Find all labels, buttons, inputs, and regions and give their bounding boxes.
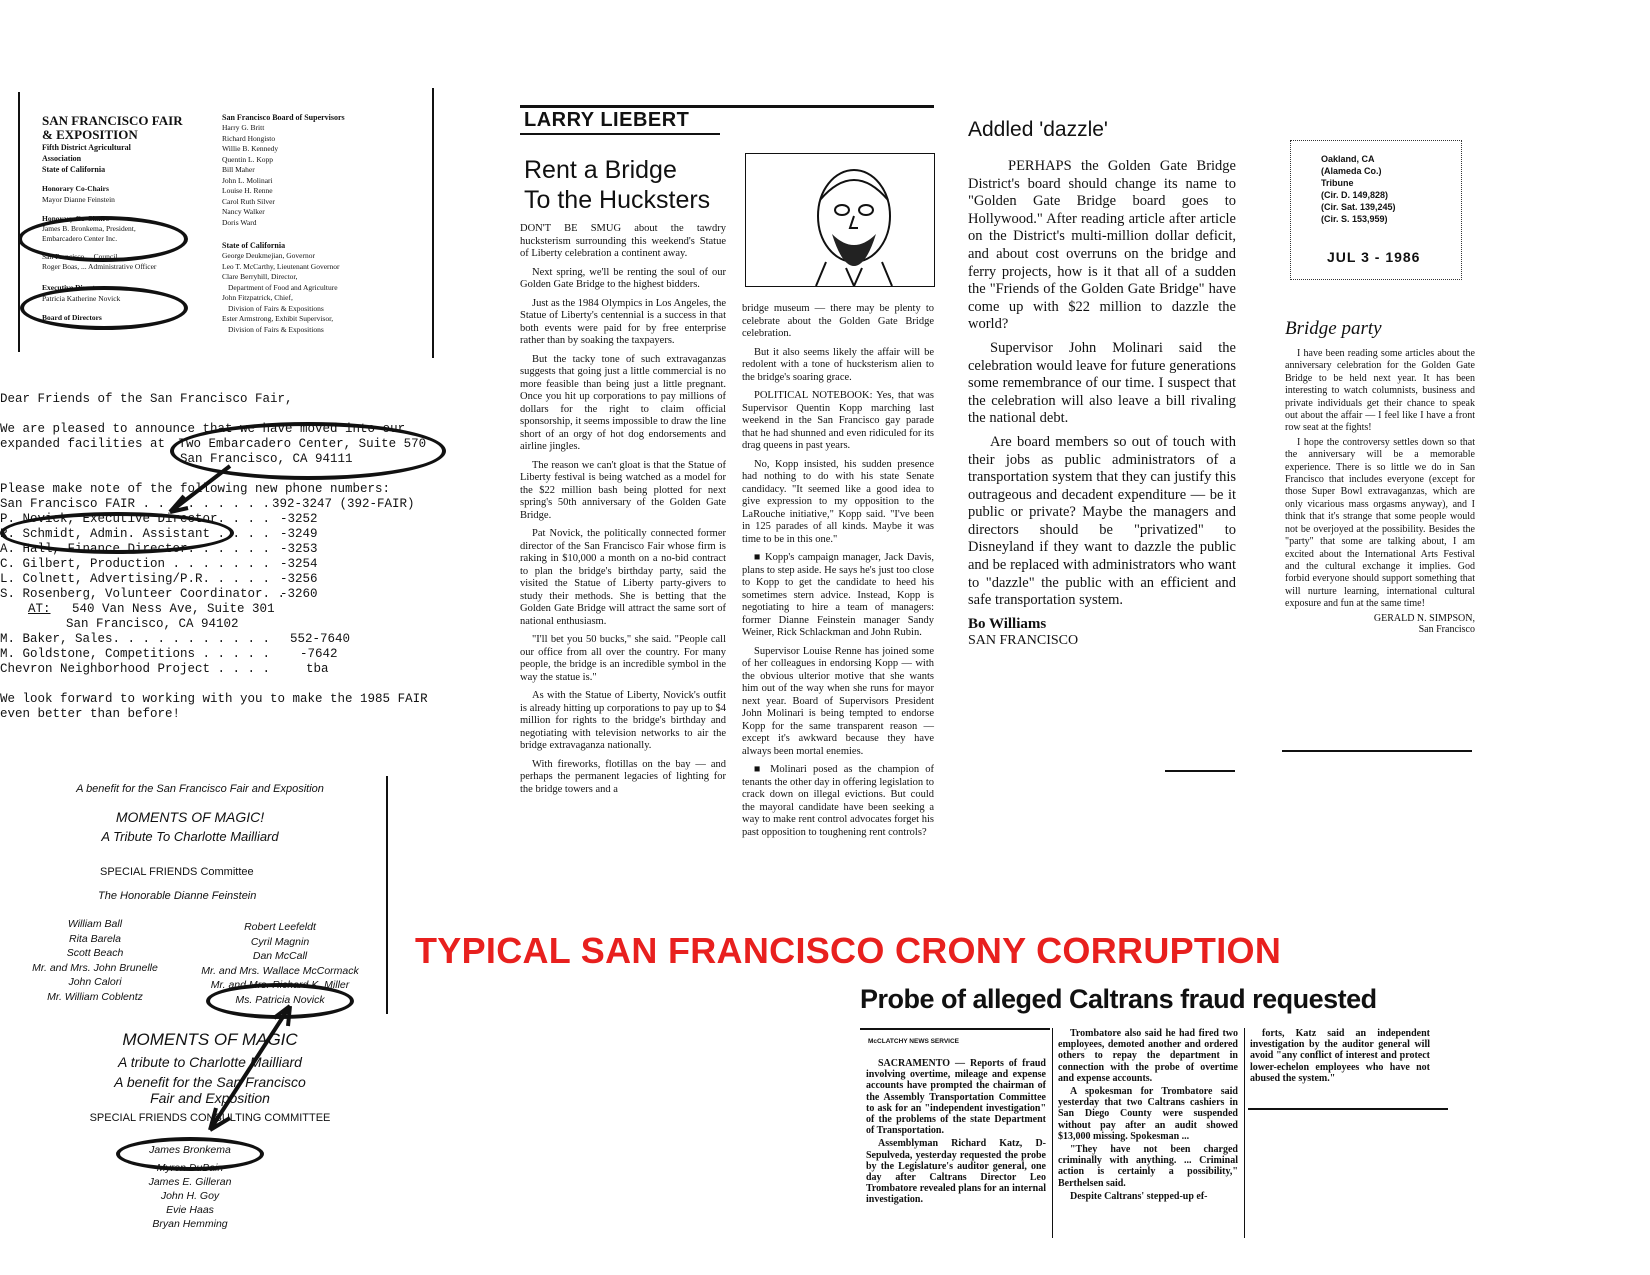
phones-intro: Please make note of the following new phone numbers: bbox=[0, 482, 391, 496]
phone-name: M. Baker, Sales. . . . . . . . . . . bbox=[0, 632, 271, 646]
friend-name: Ms. Patricia Novick bbox=[235, 993, 325, 1006]
phone-name: P. Novick, Executive Director. . . . bbox=[0, 512, 271, 526]
liebert-para: Just as the 1984 Olympics in Los Angeles, the Statue of Liberty's centennial is a success in that both events were paid for by free enterprise rather than by soaking the taxpayers. bbox=[520, 297, 726, 346]
letterhead-right-rule bbox=[432, 88, 434, 358]
phone-number: 552-7640 bbox=[290, 632, 351, 646]
program-subtitle: A Tribute To Charlotte Mailliard bbox=[101, 829, 279, 844]
phone-name: R. Schmidt, Admin. Assistant . . . . bbox=[0, 527, 271, 541]
supervisor-name: Nancy Walker bbox=[222, 207, 265, 216]
at-address-2: San Francisco, CA 94102 bbox=[66, 617, 239, 631]
state-name: Clare Berryhill, Director, bbox=[222, 272, 298, 281]
phone-row bbox=[0, 662, 460, 677]
phone-number: -7642 bbox=[300, 647, 338, 661]
stamp-line: (Cir. D. 149,828) bbox=[1321, 190, 1389, 200]
friend-name: Robert Leefeldt bbox=[244, 921, 316, 933]
caltrans-para: "They have not been charged criminally with anything. ... Criminal action is certainly a possibility," Berthelsen said. bbox=[1058, 1144, 1238, 1189]
program-divider bbox=[386, 776, 388, 1014]
addled-body bbox=[968, 158, 1236, 610]
stamp-line: Tribune bbox=[1321, 178, 1354, 188]
liebert-para: Pat Novick, the politically connected former director of the San Francisco Fair whose firm is raking in $10,000 a month on a no-bid contract to plan the bridge's birthday party, said the visited the Statue of Liberty party-givers to study their methods. She is betting that the Golden Gate Bridge will attract the same sort of national enthusiasm. bbox=[520, 528, 726, 627]
liebert-para: ■ Kopp's campaign manager, Jack Davis, plans to step aside. He says he's just too close to Kopp to get the candidate to heed his sometimes stern advice. Instead, Kopp is negotiating to hire a team of managers: former Dianne Feinstein manager Sandy Weiner, Rick Schlackman and John Rubin. bbox=[742, 552, 934, 638]
left-name-2: Roger Boas, ... Administrative Officer bbox=[42, 262, 157, 271]
phone-row bbox=[0, 632, 460, 647]
stamp-date: JUL 3 - 1986 bbox=[1327, 249, 1421, 265]
consulting-name: James Bronkema bbox=[149, 1144, 231, 1156]
org-sub: Fifth District Agricultural bbox=[42, 143, 131, 152]
state-name: Leo T. McCarthy, Lieutenant Governor bbox=[222, 261, 340, 271]
phone-row bbox=[0, 587, 460, 602]
addled-para: Supervisor John Molinari said the celebration would leave for future generations some remembrance of our time. I suspect that the celebration will also leave a bill rivaling the national debt. bbox=[968, 339, 1236, 427]
exec-name: Patricia Katherine Novick bbox=[42, 294, 121, 303]
friend-name: Cyril Magnin bbox=[250, 935, 310, 948]
addled-headline: Addled 'dazzle' bbox=[968, 118, 1108, 141]
ink-arrow-letter bbox=[150, 462, 240, 522]
supervisor-list bbox=[222, 123, 432, 228]
program-1 bbox=[0, 783, 380, 902]
liebert-para: bridge museum — there may be plenty to celebrate about the Golden Gate Bridge celebration. bbox=[742, 303, 934, 339]
caltrans-para: forts, Katz said an independent investigation by the auditor general will avoid "any conflict of interest and protect lower-echelon employees who have not abused the system." bbox=[1250, 1028, 1430, 1084]
bridge-party-headline: Bridge party bbox=[1285, 318, 1382, 339]
caltrans-para: A spokesman for Trombatore said yesterday that two Caltrans cashiers in San Diego County were suspended without pay after an audit showed $13,000 missing. Spokesman ... bbox=[1058, 1086, 1238, 1142]
state-name: John Fitzpatrick, Chief, bbox=[222, 293, 293, 302]
exec-label: Executive Director bbox=[42, 283, 103, 292]
org-sub-3: State of California bbox=[42, 165, 106, 174]
liebert-col-1 bbox=[520, 223, 726, 802]
friend-name: Rita Barela bbox=[69, 932, 121, 945]
supervisor-name: Willie B. Kennedy bbox=[222, 144, 279, 153]
letter-line-2-text: expanded facilities at bbox=[0, 437, 166, 451]
co-chair-1: James B. Bronkema, President, bbox=[42, 224, 136, 233]
caltrans-col-1 bbox=[866, 1058, 1046, 1206]
closing-1: We look forward to working with you to make the 1985 FAIR bbox=[0, 692, 428, 706]
friend-name: Mr. William Coblentz bbox=[47, 990, 143, 1003]
phone-name: San Francisco FAIR . . . . . . . . . bbox=[0, 497, 271, 511]
byline-rule-bottom bbox=[520, 133, 720, 135]
caltrans-col-divider-2 bbox=[1244, 1028, 1245, 1238]
program-2-title: MOMENTS OF MAGIC bbox=[122, 1030, 298, 1049]
liebert-col-2 bbox=[742, 303, 934, 845]
liebert-para: "I'll bet you 50 bucks," she said. "People call our office from all over the country. For many people, the bridge is an incredible symbol in the way the statue is." bbox=[520, 634, 726, 683]
bridge-party-body bbox=[1285, 348, 1475, 611]
supervisor-name: John L. Molinari bbox=[222, 175, 273, 185]
org-sub-2: Association bbox=[42, 154, 82, 163]
caltrans-col-divider-1 bbox=[1052, 1028, 1053, 1238]
left-name-1: San Francisco ... Council bbox=[42, 252, 118, 261]
board-label: Board of Directors bbox=[42, 313, 102, 322]
phone-row bbox=[0, 557, 460, 572]
program-2-line-1: A tribute to Charlotte Mailliard bbox=[118, 1054, 302, 1070]
mayor-name: Mayor Dianne Feinstein bbox=[42, 195, 115, 204]
program-honorable: The Honorable Dianne Feinstein bbox=[98, 890, 257, 902]
liebert-para: As with the Statue of Liberty, Novick's outfit is already hitting up corporations to pay up to $4 million for rights to the bridge's birthday and negotiating with television networks to air the bridge extravaganza nationally. bbox=[520, 690, 726, 751]
program-1-left-names bbox=[10, 917, 180, 1004]
letter-address-1: Two Embarcadero Center, Suite 570 bbox=[178, 437, 427, 451]
phone-number: -3252 bbox=[280, 512, 318, 526]
state-title: State of California bbox=[222, 241, 286, 250]
headline-line-2: To the Hucksters bbox=[524, 186, 711, 214]
ink-arrow-program bbox=[190, 1000, 300, 1150]
state-list bbox=[222, 251, 432, 335]
state-name: Ester Armstrong, Exhibit Supervisor, bbox=[222, 314, 334, 323]
caltrans-rule bbox=[860, 1028, 1050, 1030]
byline-rule bbox=[520, 105, 934, 108]
phone-number: tba bbox=[306, 662, 329, 676]
caltrans-para: SACRAMENTO — Reports of fraud involving overtime, mileage and expense accounts have prompted the chairman of the Assembly Transportation Committee to ask for an "independent investigation" of the problems of the state Department of Transportation. bbox=[866, 1058, 1046, 1137]
consulting-name: Bryan Hemming bbox=[152, 1218, 228, 1230]
bridge-party-signature: GERALD N. SIMPSON, bbox=[1373, 612, 1475, 624]
caltrans-col-3 bbox=[1250, 1028, 1430, 1084]
at-line-1 bbox=[28, 602, 460, 617]
caltrans-headline: Probe of alleged Caltrans fraud requested bbox=[860, 984, 1377, 1014]
program-2-committee: SPECIAL FRIENDS CONSULTING COMMITTEE bbox=[89, 1112, 331, 1124]
addled-para: Are board members so out of touch with their jobs as public administrators of a transportation system that they can justify this outrageous and decadent expenditure — be it public or private? Maybe the managers and directors should be "privatized" to Disneyland if they want to dazzle the public and be replaced with administrators who want to "dazzle" the public with an efficient and safe transportation system. bbox=[968, 433, 1236, 609]
phone-number: -3256 bbox=[280, 572, 318, 586]
at-label: AT: bbox=[28, 602, 51, 616]
supervisor-name: Richard Hongisto bbox=[222, 133, 276, 143]
corruption-banner: TYPICAL SAN FRANCISCO CRONY CORRUPTION bbox=[415, 930, 1282, 971]
consulting-name: Myron DuBain bbox=[156, 1162, 224, 1174]
caltrans-bottom-rule bbox=[1248, 1108, 1448, 1110]
consulting-name: Evie Haas bbox=[166, 1204, 214, 1216]
phone-number: -3260 bbox=[280, 587, 318, 601]
friend-name: Mr. and Mrs. Richard K. Miller bbox=[210, 979, 350, 991]
liebert-headline bbox=[524, 155, 710, 215]
phone-name: C. Gilbert, Production . . . . . . . bbox=[0, 557, 271, 571]
stamp-line: Oakland, CA bbox=[1321, 154, 1375, 164]
liebert-para: DON'T BE SMUG about the tawdry hucksterism surrounding this weekend's Statue of Liberty celebration a continent away. bbox=[520, 223, 726, 259]
caltrans-para: Trombatore also said he had fired two employees, demoted another and ordered others to repay the department in connection with the probe of overtime and expense accounts. bbox=[1058, 1028, 1238, 1084]
friend-name: Mr. and Mrs. Wallace McCormack bbox=[201, 964, 359, 977]
state-name: Department of Food and Agriculture bbox=[228, 282, 338, 292]
honorary-label: Honorary Co-Chairs bbox=[42, 184, 109, 193]
friend-name: William Ball bbox=[67, 918, 123, 930]
stamp-line: (Cir. S. 153,959) bbox=[1321, 214, 1388, 224]
consulting-name: James E. Gilleran bbox=[148, 1176, 232, 1188]
caricature-box bbox=[745, 153, 935, 287]
addled-letter bbox=[968, 118, 1236, 649]
caltrans-para: Despite Caltrans' stepped-up ef- bbox=[1070, 1190, 1208, 1202]
phone-number: 392-3247 (392-FAIR) bbox=[272, 497, 415, 511]
bridge-party-letter bbox=[1285, 318, 1475, 635]
liebert-para: But the tacky tone of such extravaganzas suggests that going just a little commercial is no more feasible than being just a little pregnant. Once you hit up corporations to pay millions of dollars for the right to claim official sponsorship, it seems impossible to draw the line short of an orgy of hot dog endorsements and airline jingles. bbox=[520, 353, 726, 452]
phone-name: Chevron Neighborhood Project . . . . bbox=[0, 662, 271, 676]
liebert-byline: LARRY LIEBERT bbox=[524, 109, 690, 131]
phone-name: A. Hall, Finance Director. . . . . . bbox=[0, 542, 271, 556]
phone-list-2 bbox=[0, 632, 460, 677]
letter-address-2: San Francisco, CA 94111 bbox=[180, 452, 353, 466]
co-chairs-label: Honorary Co-Chairs bbox=[42, 214, 109, 223]
supervisor-name: Bill Maher bbox=[222, 165, 255, 174]
consulting-name: John H. Goy bbox=[160, 1190, 220, 1202]
addled-signature: Bo Williams bbox=[968, 615, 1047, 632]
friend-name: Scott Beach bbox=[66, 947, 124, 959]
phone-number: -3254 bbox=[280, 557, 318, 571]
caltrans-col-2 bbox=[1058, 1028, 1238, 1202]
phone-name: S. Rosenberg, Volunteer Coordinator. . bbox=[0, 587, 286, 601]
liebert-column bbox=[520, 105, 935, 905]
liebert-para: Supervisor Louise Renne has joined some of her colleagues in endorsing Kopp — with the obvious ulterior motive that she wants him out of the way when she runs for mayor next year. Board of Supervisors President John Molinari is being tempted to endorse Kopp for the same transparent reason — except it's awkward because they have always been mortal enemies. bbox=[742, 645, 934, 757]
state-name: George Deukmejian, Governor bbox=[222, 251, 315, 260]
liebert-para: The reason we can't gloat is that the Statue of Liberty festival is being watched as a model for the $22 million bash being plotted for next spring's 50th anniversary of the Golden Gate Bridge. bbox=[520, 459, 726, 521]
supervisor-name: Carol Ruth Silver bbox=[222, 196, 275, 206]
caricature-illustration bbox=[746, 154, 934, 286]
letterhead bbox=[18, 88, 438, 363]
caltrans-article bbox=[860, 984, 1460, 1254]
headline-line-1: Rent a Bridge bbox=[524, 156, 677, 184]
friend-name: John Calori bbox=[68, 976, 122, 988]
supervisor-name: Doris Ward bbox=[222, 217, 257, 227]
phone-row bbox=[0, 572, 460, 587]
liebert-para: ■ Molinari posed as the champion of tenants the other day in offering legislation to crack down on illegal evictions. But could the mayoral candidate have been seeking a way to make rent control advocates forget his past opposition to toughening rent controls? bbox=[742, 764, 934, 838]
phone-number: -3253 bbox=[280, 542, 318, 556]
supervisors-block bbox=[222, 112, 432, 335]
liebert-para: With fireworks, flotillas on the bay — and perhaps the permanent legacies of lighting for the bridge towers and a bbox=[520, 758, 726, 795]
bridge-party-para: I have been reading some articles about the anniversary celebration for the Golden Gate Bridge to be held next year. It has been interesting to watch columnists, business and private individuals get their chance to speak out about the affair — I feel like I have a front row seat at the fights! bbox=[1285, 348, 1475, 434]
state-name: Division of Fairs & Expositions bbox=[228, 303, 324, 313]
bridge-party-para: I hope the controversy settles down so that the anniversary will be a memorable experience. There is so little we do in San Francisco that includes everyone (except for those Super Bowl extravaganzas, which are only vicarious mass orgasms anyway), and I think that it's strange that some people would not be overjoyed at the possibility. Besides the "party" that some are talking about, I am excited about the International Arts Festival and the cultural exchange it implies. God forbid everyone should support something that will nurture learning, international cultural exposure and fun at the same time! bbox=[1285, 436, 1475, 610]
caltrans-para: Assemblyman Richard Katz, D-Sepulveda, yesterday requested the probe by the Legislature's auditor general, one day after Caltrans Director Leo Trombatore revealed plans for an internal investigation. bbox=[866, 1138, 1046, 1206]
phone-name: L. Colnett, Advertising/P.R. . . . . bbox=[0, 572, 271, 586]
org-name-2: & EXPOSITION bbox=[42, 127, 138, 142]
program-title: MOMENTS OF MAGIC! bbox=[115, 809, 265, 825]
news-service: McCLATCHY NEWS SERVICE bbox=[868, 1038, 960, 1045]
program-2-line-2: A benefit for the San Francisco bbox=[114, 1074, 306, 1090]
bridge-party-rule bbox=[1282, 750, 1472, 752]
phone-number: -3249 bbox=[280, 527, 318, 541]
letter-line-1: We are pleased to announce that we have moved into our bbox=[0, 422, 406, 436]
at-address-1: 540 Van Ness Ave, Suite 301 bbox=[72, 602, 275, 616]
liebert-para: Next spring, we'll be renting the soul of our Golden Gate Bridge to the highest bidders. bbox=[520, 266, 726, 290]
supervisors-title: San Francisco Board of Supervisors bbox=[222, 113, 345, 122]
letterhead-left-rule bbox=[18, 92, 20, 352]
stamp-lines bbox=[1321, 153, 1396, 225]
program-benefit: A benefit for the San Francisco Fair and Exposition bbox=[76, 783, 324, 795]
co-chairs-ink-circle bbox=[18, 216, 188, 262]
phone-name: M. Goldstone, Competitions . . . . . bbox=[0, 647, 271, 661]
exec-director-ink-circle bbox=[20, 286, 188, 330]
liebert-para: But it also seems likely the affair will be redolent with a tone of hucksterism alien to the bridge's soaring grace. bbox=[742, 346, 934, 383]
addled-para: PERHAPS the Golden Gate Bridge District's board should change its name to "Golden Gate Bridge board goes to Hollywood." After reading article after article on the District's multi-million dollar deficit, and about cost overruns on the bridge and ferry projects, how is it that all of a sudden the "Friends of the Golden Gate Bridge" have come up with $22 million to dazzle the world? bbox=[968, 158, 1236, 333]
closing-2: even better than before! bbox=[0, 707, 181, 721]
org-name: SAN FRANCISCO FAIR bbox=[42, 113, 183, 128]
phone-row bbox=[0, 647, 460, 662]
addled-city: SAN FRANCISCO bbox=[968, 632, 1079, 648]
co-chair-2: Embarcadero Center Inc. bbox=[42, 234, 118, 243]
stamp-line: (Cir. Sat. 139,245) bbox=[1321, 202, 1396, 212]
supervisor-name: Louise H. Renne bbox=[222, 186, 273, 195]
supervisor-name: Harry G. Britt bbox=[222, 123, 265, 132]
letter-greeting: Dear Friends of the San Francisco Fair, bbox=[0, 392, 293, 406]
addled-rule bbox=[1165, 770, 1235, 772]
friend-name: Mr. and Mrs. John Brunelle bbox=[32, 961, 158, 974]
liebert-para: No, Kopp insisted, his sudden presence had nothing to do with his state Senate candidacy. "It seemed like a good idea to give expression to my opposition to the LaRouche initiative," Kopp said. "I've been in 125 parades of all kinds. Maybe it was time to be in this one." bbox=[742, 458, 934, 545]
bridge-party-city: San Francisco bbox=[1418, 623, 1475, 635]
supervisor-name: Quentin L. Kopp bbox=[222, 154, 274, 164]
program-committee: SPECIAL FRIENDS Committee bbox=[100, 866, 254, 878]
liebert-para: POLITICAL NOTEBOOK: Yes, that was Supervisor Quentin Kopp marching last weekend in the San Francisco gay parade that he had shunned and even ridiculed for its drag queens in past years. bbox=[742, 390, 934, 451]
friend-name: Dan McCall bbox=[252, 950, 308, 962]
program-2-line-3: Fair and Exposition bbox=[150, 1090, 270, 1106]
clipping-stamp bbox=[1290, 140, 1462, 280]
stamp-line: (Alameda Co.) bbox=[1321, 166, 1382, 176]
state-name: Division of Fairs & Expositions bbox=[228, 324, 324, 334]
